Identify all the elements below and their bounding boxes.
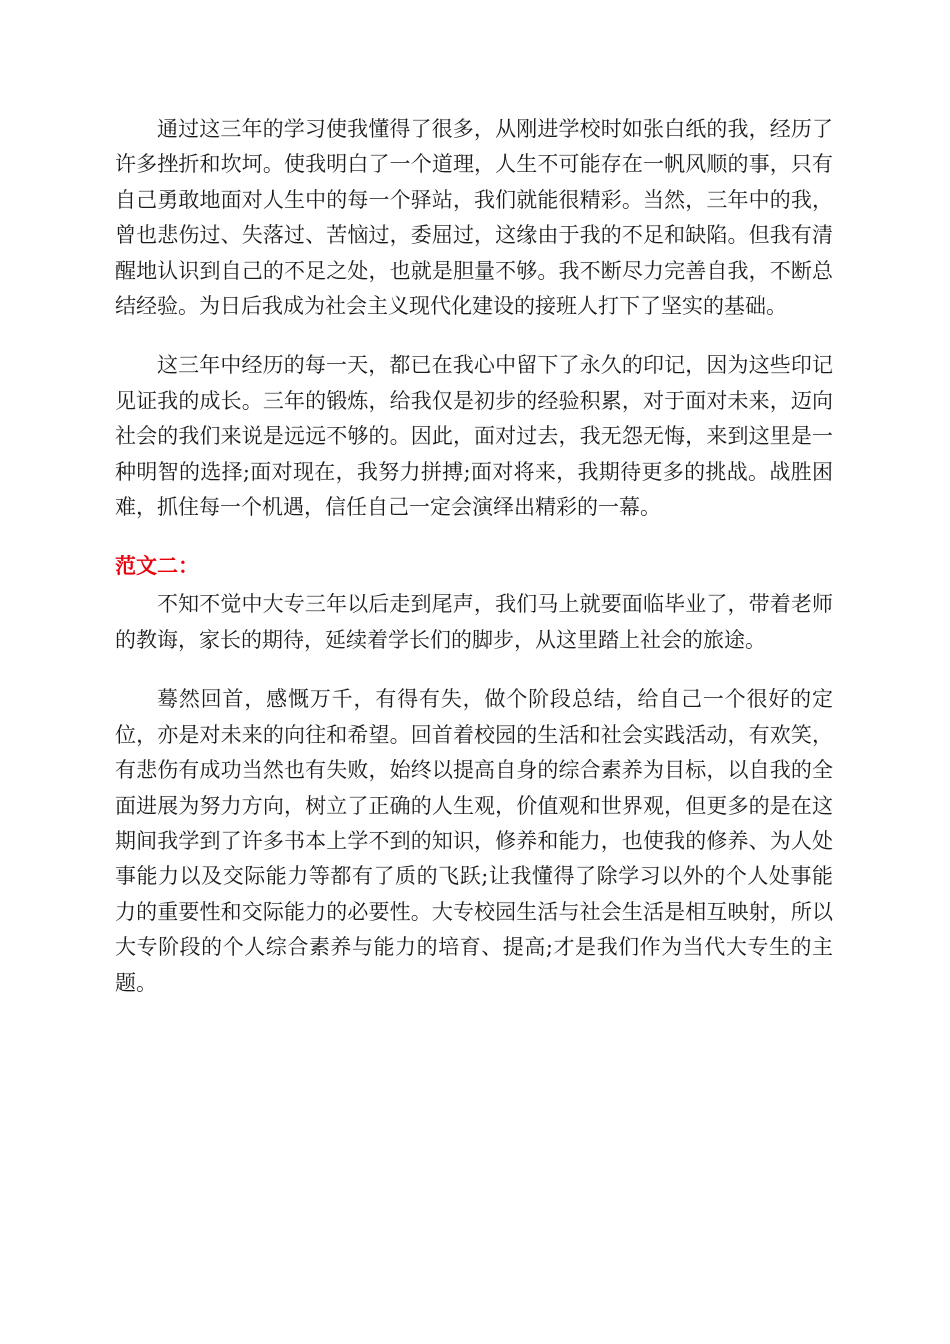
paragraph-3: 不知不觉中大专三年以后走到尾声，我们马上就要面临毕业了，带着老师的教诲，家长的期待，延续着学长们的脚步，从这里踏上社会的旅途。 (115, 592, 833, 652)
paragraph-4: 蓦然回首，感慨万千，有得有失，做个阶段总结，给自己一个很好的定位，亦是对未来的向往和希望。回首着校园的生活和社会实践活动，有欢笑，有悲伤有成功当然也有失败，始终以提高自身的综合素养为目标，以自我的全面进展为努力方向，树立了正确的人生观，价值观和世界观，但更多的是在这期间我学到了许多书本上学不到的知识，修养和能力，也使我的修养、为人处事能力以及交际能力等都有了质的飞跃;让我懂得了除学习以外的个人处事能力的重要性和交际能力的必要性。大专校园生活与社会生活是相互映射，所以大专阶段的个人综合素养与能力的培育、提高;才是我们作为当代大专生的主题。 (115, 687, 833, 995)
paragraph-1: 通过这三年的学习使我懂得了很多，从刚进学校时如张白纸的我，经历了许多挫折和坎坷。使我明白了一个道理，人生不可能存在一帆风顺的事，只有自己勇敢地面对人生中的每一个驿站，我们就能很精彩。当然，三年中的我，曾也悲伤过、失落过、苦恼过，委屈过，这缘由于我的不足和缺陷。但我有清醒地认识到自己的不足之处，也就是胆量不够。我不断尽力完善自我，不断总结经验。为日后我成为社会主义现代化建设的接班人打下了坚实的基础。 (115, 117, 833, 319)
section-heading: 范文二： (115, 554, 199, 579)
document-page (115, 112, 833, 1001)
paragraph-2: 这三年中经历的每一天，都已在我心中留下了永久的印记，因为这些印记见证我的成长。三年的锻炼，给我仅是初步的经验积累，对于面对未来，迈向社会的我们来说是远远不够的。因此，面对过去，我无怨无悔，来到这里是一种明智的选择;面对现在，我努力拼搏;面对将来，我期待更多的挑战。战胜困难，抓住每一个机遇，信任自己一定会演绎出精彩的一幕。 (115, 353, 833, 520)
